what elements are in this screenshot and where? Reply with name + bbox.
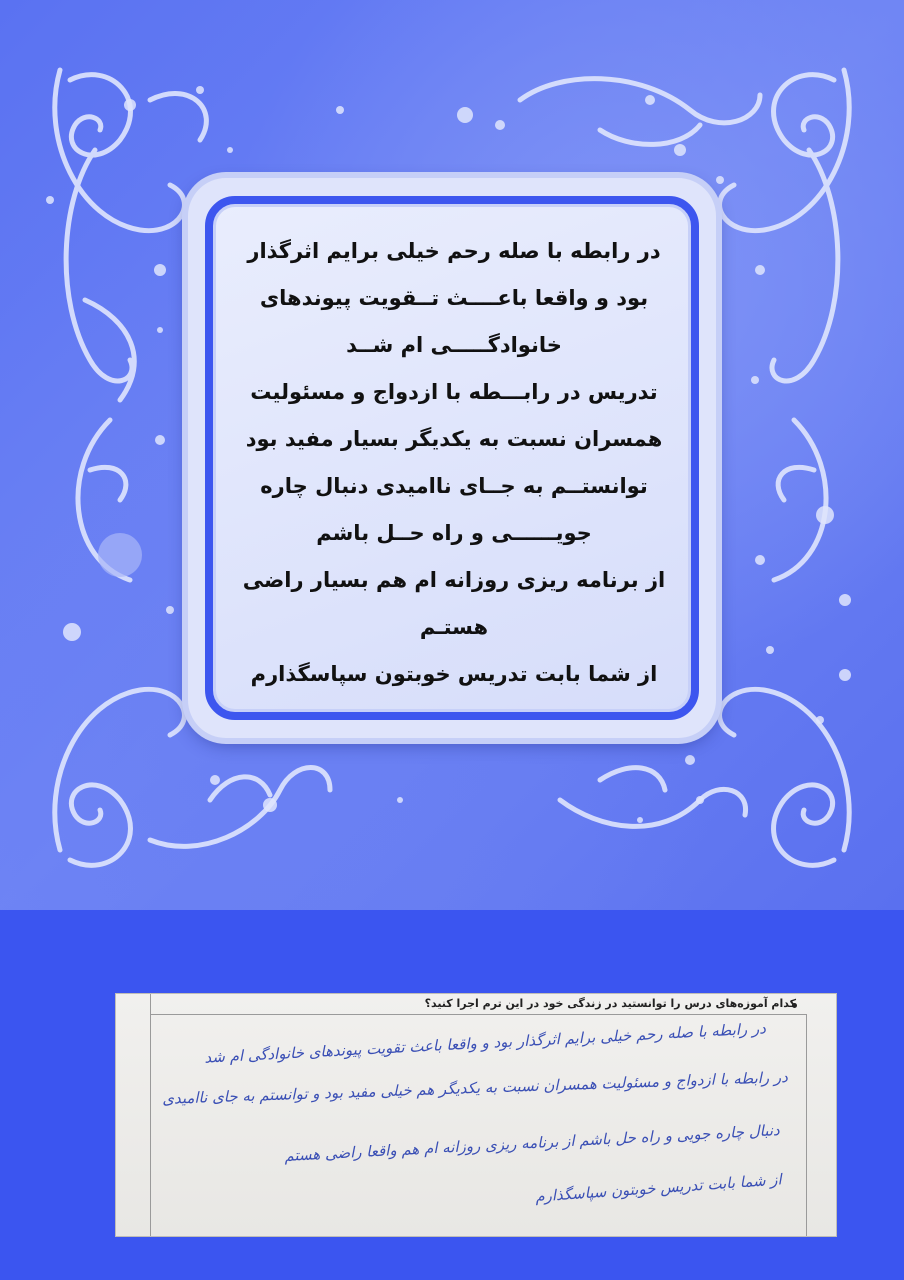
message-line: در رابطه با صله رحم خیلی برایم اثرگذار [247,239,661,263]
handwriting-line: در رابطه با صله رحم خیلی برایم اثرگذار بود و واقعا باعث تقویت پیوندهای خانوادگی ام شد [203,1019,767,1067]
handwritten-scan [115,993,837,1237]
handwriting-line: از شما بابت تدریس خوبتون سپاسگذارم [534,1170,783,1206]
message-line: بود و واقعا باعــــث تــقویت پیوندهای [259,286,649,310]
message-line: خانوادگـــــی ام شــد [346,333,562,357]
message-line: همسران نسبت به یکدیگر بسیار مفید بود [245,427,663,451]
handwriting-line: دنبال چاره جویی و راه حل باشم از برنامه ریزی روزانه ام هم واقعا راضی هستم [283,1121,781,1165]
message-line: از برنامه ریزی روزانه ام هم بسیار راضی [242,568,666,592]
message-line: هستـم [419,615,489,639]
margin-rule [806,1014,807,1237]
message-line: جویــــــی و راه حــل باشم [316,521,592,545]
message-line: توانستــم به جــای ناامیدی دنبال چاره [260,474,648,498]
margin-rule [150,994,151,1236]
margin-rule [150,1014,806,1015]
decorative-bubble [98,533,142,577]
testimonial-message [225,228,683,698]
message-line: تدریس در رابـــطه با ازدواج و مسئولیت [250,380,658,404]
message-line: از شما بابت تدریس خوبتون سپاسگذارم [250,662,658,686]
handwriting-line: در رابطه با ازدواج و مسئولیت همسران نسبت به یکدیگر هم خیلی مفید بود و توانستم به جای ناامیدی [161,1068,789,1108]
question-text: کدام آموزه‌های درس را توانستید در زندگی خود در این ترم اجرا کنید؟ [424,997,796,1010]
